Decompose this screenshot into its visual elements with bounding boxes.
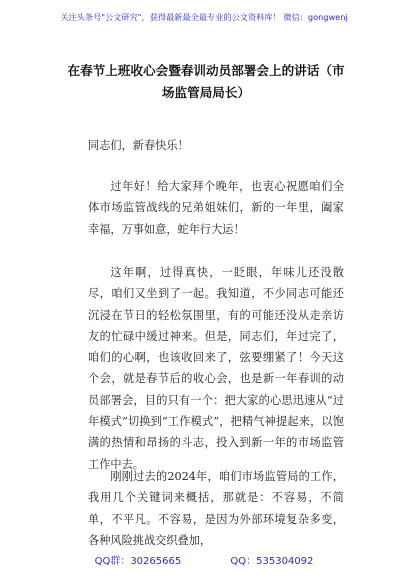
body-paragraph-2: 这年啊，过得真快，一眨眼，年味儿还没散尽，咱们又坐到了一起。我知道，不少同志可能还沉浸在节日的轻松氛围里，有的可能还没从走亲访友的忙碌中缓过神来。但是，同志们，年过完了，咱们的心啊，也该收回来了，弦要绷紧了！今天这个会，就是春节后的收心会，也是新一年春训的动员部署会，目的只有一个：把大家的心思迅速从“过年模式”切换到“工作模式”，把精气神提起来，以饱满的热情和昂扬的斗志，投入到新一年的市场监管工作中去。 [88, 266, 344, 471]
document-title: 在春节上班收心会暨春训动员部署会上的讲话（市场监管局局长） [67, 63, 345, 100]
body-paragraph-3: 刚刚过去的2024年，咱们市场监管局的工作，我用几个关键词来概括，那就是：不容易，不简单，不平凡。不容易，是因为外部环境复杂多变，各种风险挑战交织叠加， [88, 470, 344, 547]
body-paragraph-1: 过年好！给大家拜个晚年，也衷心祝愿咱们全体市场监管战线的兄弟姐妹们，新的一年里，阖家幸福，万事如意，蛇年行大运！ [88, 180, 344, 236]
footer-contact [0, 552, 408, 567]
footer-qq-group: QQ群：30265665 [94, 556, 182, 567]
greeting-paragraph: 同志们，新春快乐！ [88, 139, 189, 152]
footer-qq: QQ：535304092 [230, 556, 314, 567]
header-banner: 关注头条号"公文研究"，获得最新最全最专业的公文资料库！ 微信：gongwenj [60, 12, 348, 22]
